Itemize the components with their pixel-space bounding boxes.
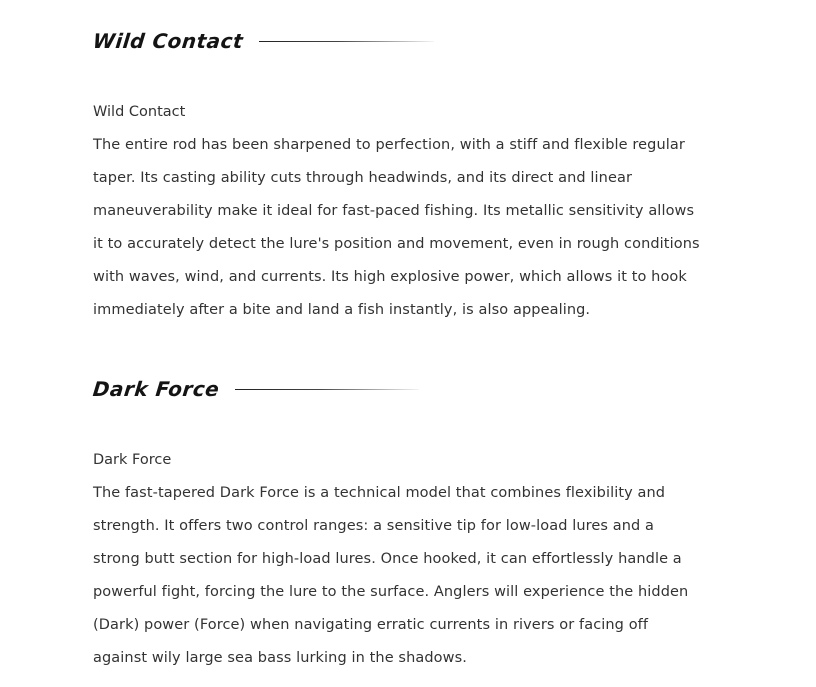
dark-force-subtitle: Dark Force [93, 452, 172, 468]
wild-contact-logo-title: Wild Contact [91, 29, 245, 53]
wild-contact-heading [93, 26, 703, 56]
dark-force-body [93, 444, 703, 675]
heading-divider [259, 41, 434, 42]
dark-force-section [93, 374, 703, 675]
dark-force-logo-title: Dark Force [91, 377, 221, 401]
heading-divider [235, 389, 419, 390]
dark-force-heading [93, 374, 703, 404]
wild-contact-description: The entire rod has been sharpened to perfection, with a stiff and flexible regular taper. Its casting ability cuts through headwinds, and its direct and linear maneuverability make it ideal for fast-paced fishing. Its metallic sensitivity allows it to accurately detect the lure's position and movement, even in rough conditions with waves, wind, and currents. Its high explosive power, which allows it to hook immediately after a bite and land a fish instantly, is also appealing. [93, 137, 700, 318]
wild-contact-section [93, 26, 703, 327]
dark-force-description: The fast-tapered Dark Force is a technical model that combines flexibility and strength. It offers two control ranges: a sensitive tip for low-load lures and a strong butt section for high-load lures. Once hooked, it can effortlessly handle a powerful fight, forcing the lure to the surface. Anglers will experience the hidden (Dark) power (Force) when navigating erratic currents in rivers or facing off against wily large sea bass lurking in the shadows. [93, 485, 689, 666]
wild-contact-body [93, 96, 703, 327]
wild-contact-subtitle: Wild Contact [93, 104, 186, 120]
